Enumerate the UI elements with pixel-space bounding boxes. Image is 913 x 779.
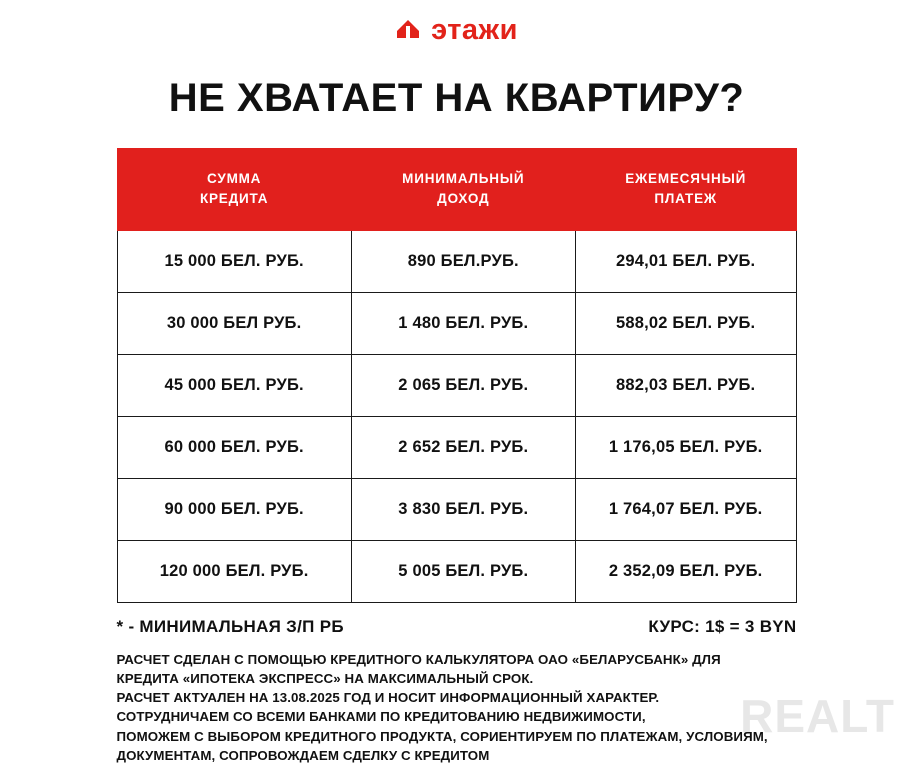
- cell-monthly-payment: 1 176,05 БЕЛ. РУБ.: [575, 416, 796, 478]
- notes-row: [117, 617, 797, 637]
- watermark: REALT: [740, 690, 895, 742]
- cell-credit-sum: 60 000 БЕЛ. РУБ.: [117, 416, 351, 478]
- disclaimer-line-4: СОТРУДНИЧАЕМ СО ВСЕМИ БАНКАМИ ПО КРЕДИТОВАНИЮ НЕДВИЖИМОСТИ,: [116, 709, 646, 725]
- cell-min-income: 890 БЕЛ.РУБ.: [351, 230, 575, 292]
- header-line-1: СУММА: [207, 171, 262, 186]
- cell-credit-sum: 30 000 БЕЛ РУБ.: [117, 292, 351, 354]
- brand-name: этажи: [431, 13, 518, 46]
- cell-min-income: 1 480 БЕЛ. РУБ.: [351, 292, 575, 354]
- cell-min-income: 2 652 БЕЛ. РУБ.: [351, 416, 575, 478]
- table-row: [117, 478, 796, 540]
- disclaimer-line-2: КРЕДИТА «ИПОТЕКА ЭКСПРЕСС» НА МАКСИМАЛЬНЫЙ СРОК.: [116, 670, 534, 686]
- cell-min-income: 2 065 БЕЛ. РУБ.: [351, 354, 575, 416]
- header-line-2: ПЛАТЕЖ: [654, 191, 717, 207]
- cell-credit-sum: 120 000 БЕЛ. РУБ.: [117, 540, 351, 602]
- cell-min-income: 5 005 БЕЛ. РУБ.: [351, 540, 575, 602]
- house-icon: [395, 17, 421, 43]
- credit-table-container: [117, 148, 797, 603]
- brand-logo: [0, 0, 913, 46]
- table-row: [117, 230, 796, 292]
- cell-monthly-payment: 882,03 БЕЛ. РУБ.: [575, 354, 796, 416]
- note-min-salary: * - МИНИМАЛЬНАЯ З/П РБ: [116, 616, 344, 636]
- column-header-monthly-payment: [575, 149, 796, 231]
- table-row: [117, 540, 796, 602]
- cell-min-income: 3 830 БЕЛ. РУБ.: [351, 478, 575, 540]
- column-header-min-income: [351, 149, 575, 231]
- cell-credit-sum: 90 000 БЕЛ. РУБ.: [117, 478, 351, 540]
- table-row: [117, 416, 796, 478]
- column-header-credit-sum: [117, 149, 351, 231]
- cell-credit-sum: 45 000 БЕЛ. РУБ.: [117, 354, 351, 416]
- note-exchange-rate: КУРС: 1$ = 3 BYN: [648, 616, 797, 636]
- disclaimer-line-5: ПОМОЖЕМ С ВЫБОРОМ КРЕДИТНОГО ПРОДУКТА, СОРИЕНТИРУЕМ ПО ПЛАТЕЖАМ, УСЛОВИЯМ,: [116, 728, 768, 744]
- table-header-row: [117, 149, 796, 231]
- cell-monthly-payment: 294,01 БЕЛ. РУБ.: [575, 230, 796, 292]
- page-title: НЕ ХВАТАЕТ НА КВАРТИРУ?: [168, 76, 745, 120]
- credit-table: [117, 148, 797, 603]
- cell-monthly-payment: 2 352,09 БЕЛ. РУБ.: [575, 540, 796, 602]
- disclaimer-line-1: РАСЧЕТ СДЕЛАН С ПОМОЩЬЮ КРЕДИТНОГО КАЛЬКУЛЯТОРА ОАО «БЕЛАРУСБАНК» ДЛЯ: [116, 651, 721, 667]
- cell-monthly-payment: 588,02 БЕЛ. РУБ.: [575, 292, 796, 354]
- cell-monthly-payment: 1 764,07 БЕЛ. РУБ.: [575, 478, 796, 540]
- header-line-1: ЕЖЕМЕСЯЧНЫЙ: [625, 171, 747, 186]
- table-row: [117, 292, 796, 354]
- header-line-2: ДОХОД: [437, 191, 490, 207]
- header-line-1: МИНИМАЛЬНЫЙ: [402, 171, 525, 186]
- header-line-2: КРЕДИТА: [199, 191, 269, 207]
- cell-credit-sum: 15 000 БЕЛ. РУБ.: [117, 230, 351, 292]
- disclaimer-line-6: ДОКУМЕНТАМ, СОПРОВОЖДАЕМ СДЕЛКУ С КРЕДИТОМ: [116, 747, 490, 763]
- table-row: [117, 354, 796, 416]
- disclaimer-line-3: РАСЧЕТ АКТУАЛЕН НА 13.08.2025 ГОД И НОСИТ ИНФОРМАЦИОННЫЙ ХАРАКТЕР.: [116, 690, 660, 706]
- disclaimer-block: [117, 650, 797, 766]
